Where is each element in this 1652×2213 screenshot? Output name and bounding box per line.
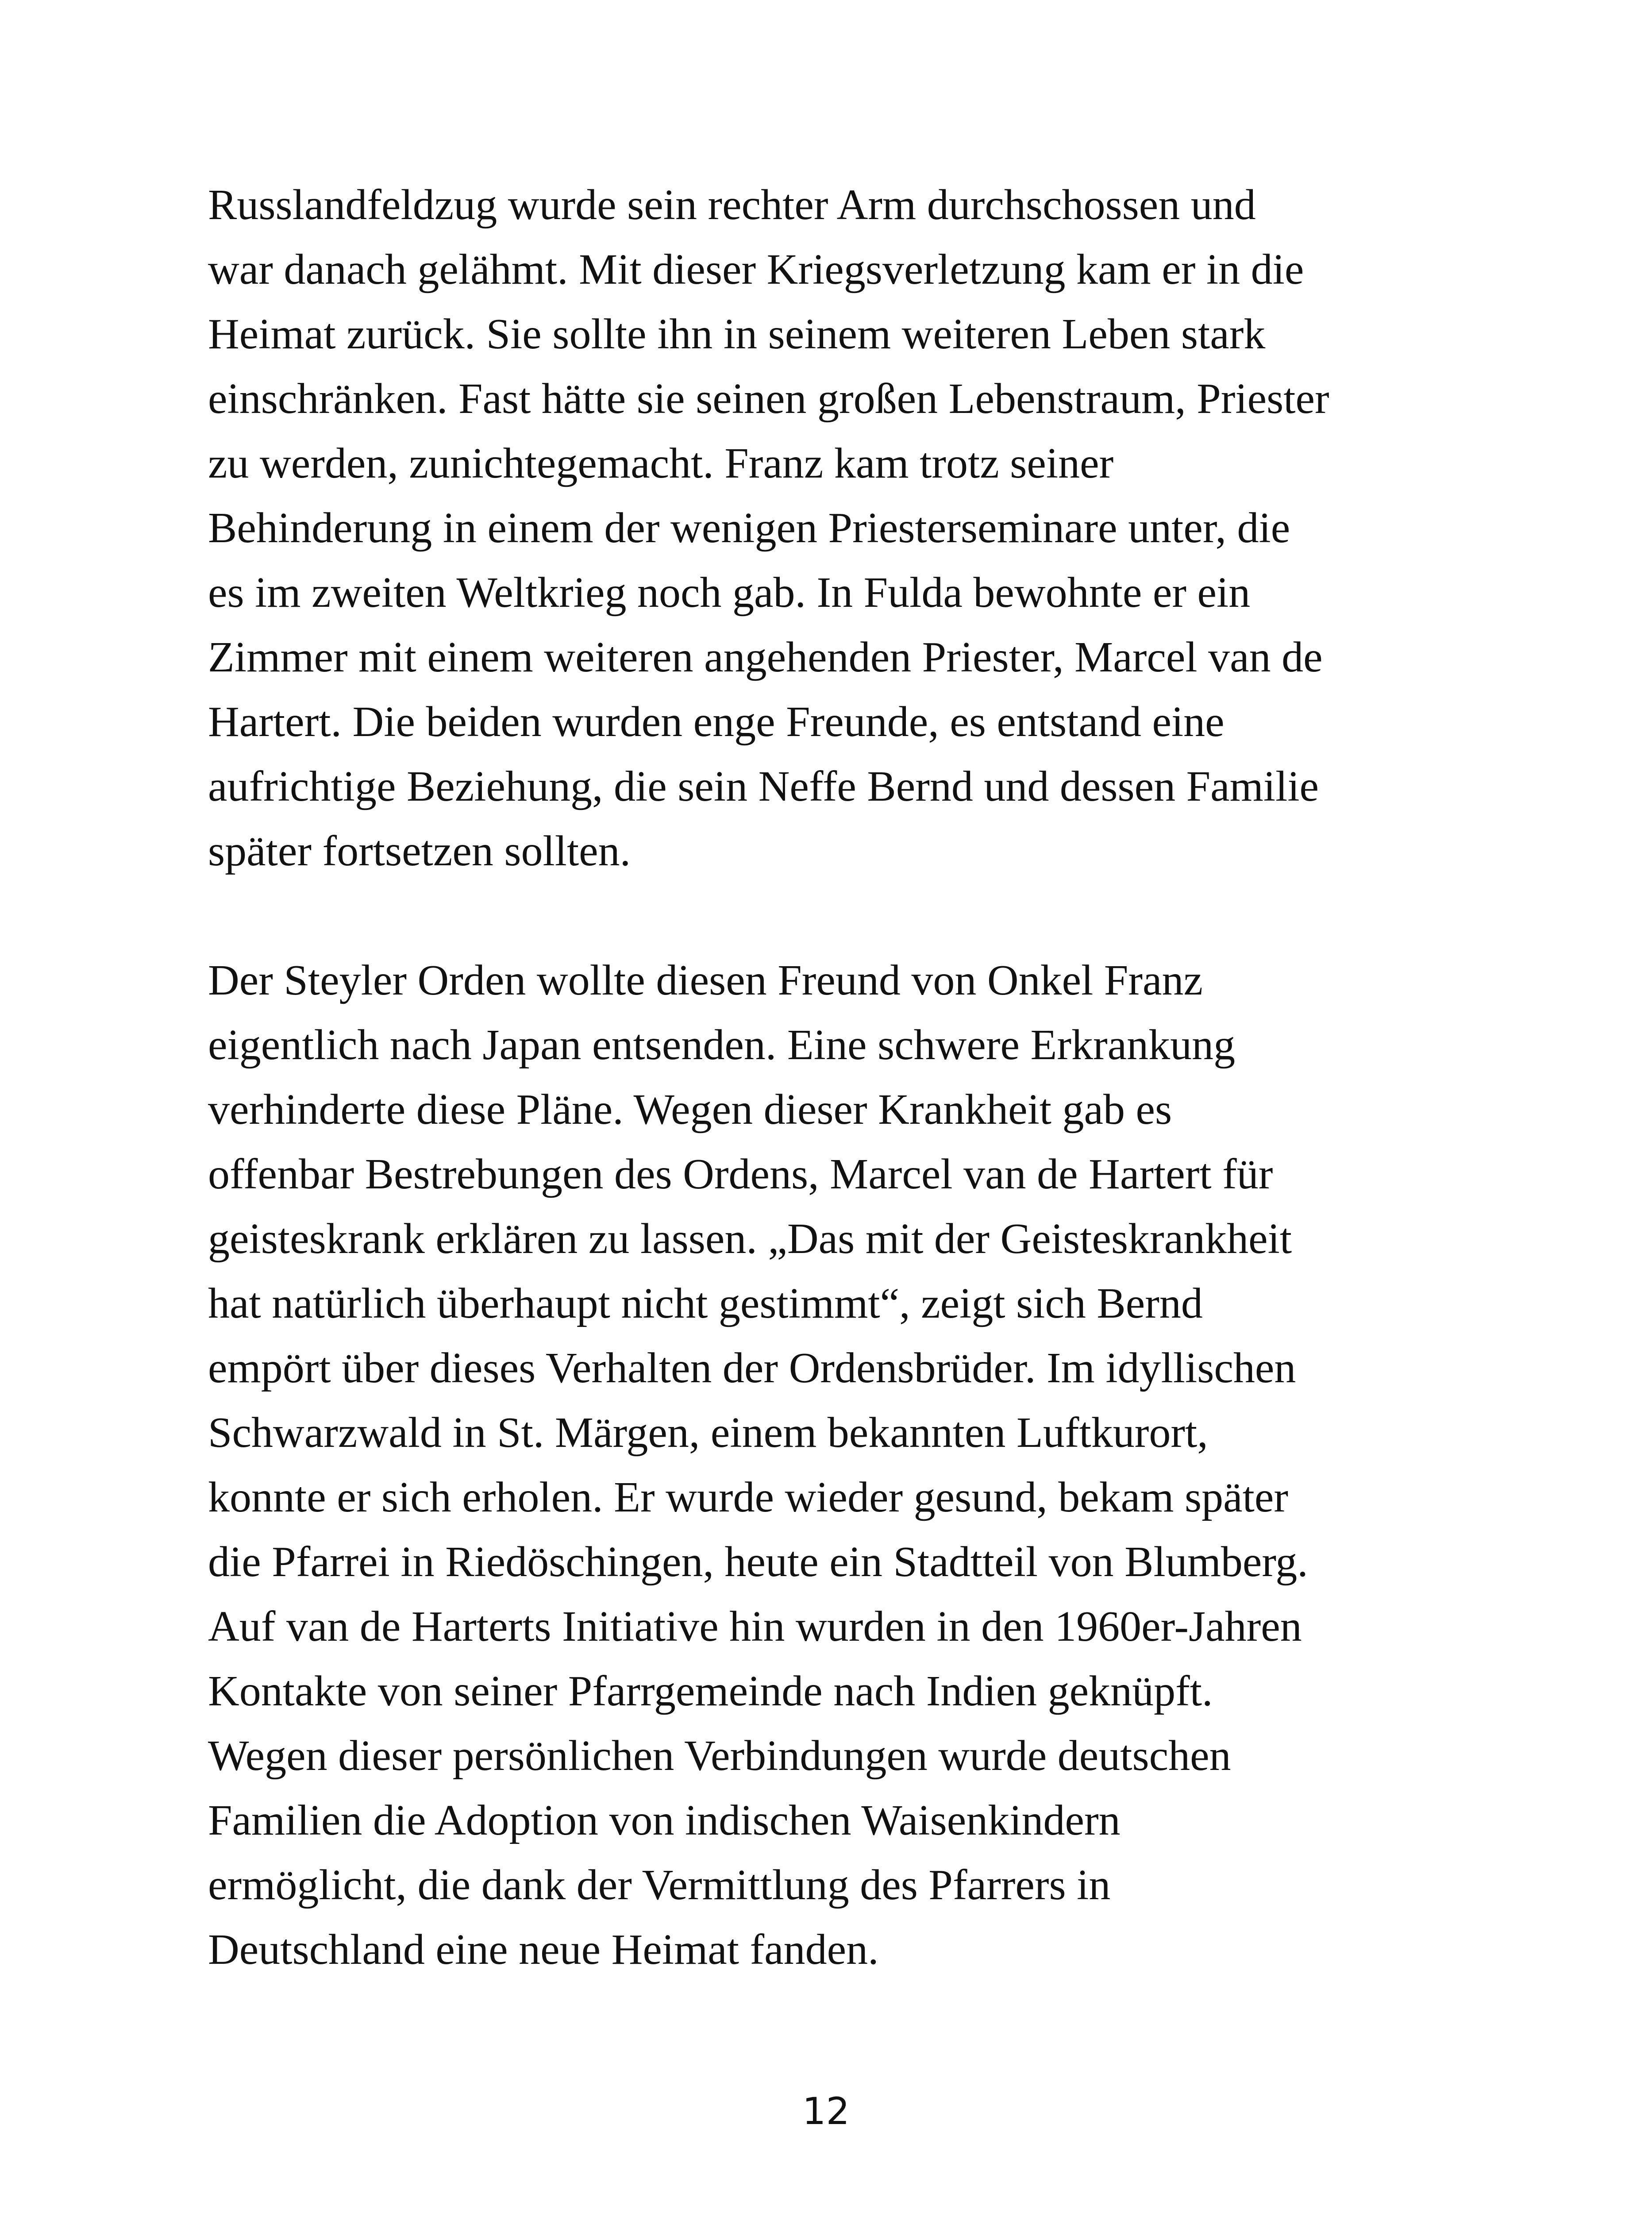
body-text bbox=[208, 173, 1491, 1982]
text-line: zu werden, zunichtegemacht. Franz kam trotz seiner bbox=[208, 440, 1114, 487]
text-line: Heimat zurück. Sie sollte ihn in seinem weiteren Leben stark bbox=[208, 310, 1266, 358]
text-line: Russlandfeldzug wurde sein rechter Arm durchschossen und bbox=[208, 181, 1256, 229]
text-line: Familien die Adoption von indischen Waisenkindern bbox=[208, 1797, 1121, 1844]
text-line: offenbar Bestrebungen des Ordens, Marcel van de Hartert für bbox=[208, 1150, 1273, 1198]
text-line: es im zweiten Weltkrieg noch gab. In Fulda bewohnte er ein bbox=[208, 569, 1251, 617]
text-line: ermöglicht, die dank der Vermittlung des Pfarrers in bbox=[208, 1861, 1111, 1909]
text-line: Der Steyler Orden wollte diesen Freund von Onkel Franz bbox=[208, 956, 1203, 1004]
text-line: Hartert. Die beiden wurden enge Freunde, es entstand eine bbox=[208, 698, 1225, 746]
text-line: Zimmer mit einem weiteren angehenden Priester, Marcel van de bbox=[208, 633, 1323, 681]
text-line: die Pfarrei in Riedöschingen, heute ein Stadtteil von Blumberg. bbox=[208, 1538, 1308, 1586]
text-line: geisteskrank erklären zu lassen. „Das mit der Geisteskrankheit bbox=[208, 1215, 1292, 1263]
text-line: Kontakte von seiner Pfarrgemeinde nach Indien geknüpft. bbox=[208, 1667, 1213, 1715]
text-line: war danach gelähmt. Mit dieser Kriegsverletzung kam er in die bbox=[208, 246, 1304, 293]
text-line: einschränken. Fast hätte sie seinen großen Lebenstraum, Priester bbox=[208, 375, 1329, 423]
text-line: hat natürlich überhaupt nicht gestimmt“, zeigt sich Bernd bbox=[208, 1280, 1203, 1327]
paragraph-1 bbox=[208, 173, 1491, 883]
text-line: verhinderte diese Pläne. Wegen dieser Krankheit gab es bbox=[208, 1086, 1172, 1133]
paragraph-2 bbox=[208, 948, 1491, 1982]
text-line: später fortsetzen sollten. bbox=[208, 827, 631, 875]
text-line: konnte er sich erholen. Er wurde wieder gesund, bekam später bbox=[208, 1473, 1288, 1521]
text-line: Wegen dieser persönlichen Verbindungen wurde deutschen bbox=[208, 1732, 1231, 1780]
text-line: empört über dieses Verhalten der Ordensbrüder. Im idyllischen bbox=[208, 1344, 1296, 1392]
text-line: aufrichtige Beziehung, die sein Neffe Bernd und dessen Familie bbox=[208, 763, 1319, 810]
text-line: Auf van de Harterts Initiative hin wurden in den 1960er-Jahren bbox=[208, 1603, 1302, 1650]
text-line: Behinderung in einem der wenigen Priesterseminare unter, die bbox=[208, 504, 1290, 552]
text-line: Deutschland eine neue Heimat fanden. bbox=[208, 1926, 879, 1974]
text-line: Schwarzwald in St. Märgen, einem bekannten Luftkurort, bbox=[208, 1409, 1208, 1457]
text-line: eigentlich nach Japan entsenden. Eine schwere Erkrankung bbox=[208, 1021, 1236, 1069]
page-number: 12 bbox=[802, 2090, 850, 2133]
